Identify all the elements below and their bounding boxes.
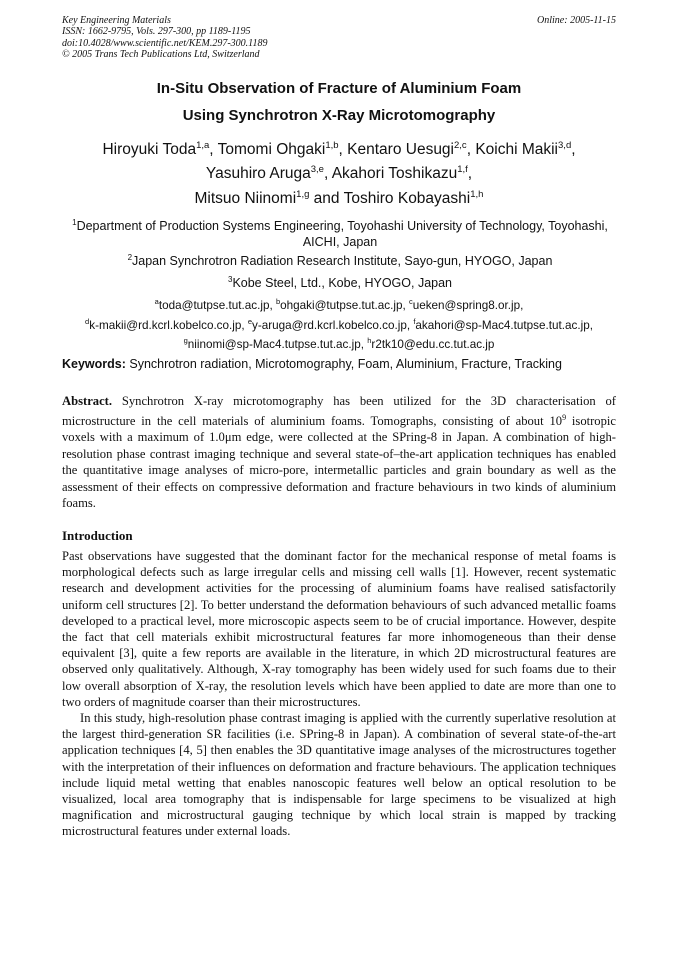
email: r2tk10@edu.cc.tut.ac.jp xyxy=(371,338,495,352)
author-superscript: 3,d xyxy=(558,140,572,151)
paper-title-line-1: In-Situ Observation of Fracture of Aluminium Foam xyxy=(156,80,522,97)
keywords-text: Synchrotron radiation, Microtomography, Foam, Aluminium, Fracture, Tracking xyxy=(125,357,562,371)
introduction-body xyxy=(62,548,616,840)
email: toda@tutpse.tut.ac.jp, xyxy=(158,298,276,312)
online-date: Online: 2005-11-15 xyxy=(537,15,616,26)
email: k-makii@rd.kcrl.kobelco.co.jp, xyxy=(89,318,248,332)
author-name: Toshiro Kobayashi xyxy=(343,190,471,208)
author-name: Hiroyuki Toda xyxy=(102,141,197,159)
author-emails: $^a$toda@tutpse.tut.ac.jp, $^b$ohgaki@tutpse.tut.ac.jp, $^c$ueken@spring8.or.jp, $^d$k-makii@rd.kcrl.kobelco.co.jp, $^e$y-aruga@rd.kcrl.kobelco.co.jp, $^f$akahori@sp-Mac4.tutpse.tut.ac.jp, $^g$niinomi@sp-Mac4.tutpse.tut.ac.jp, $^h$r2tk10@edu.cc.tut.ac.jp xyxy=(85,297,593,352)
author-superscript: 2,c xyxy=(454,140,467,151)
author-name: Yasuhiro Aruga xyxy=(205,165,311,183)
affiliation-superscript: 1 xyxy=(72,218,77,227)
affiliation-1: $^1$Department of Production Systems Engineering, Toyohashi University of Technology, Toyohashi, AICHI, Japan xyxy=(72,218,608,249)
section-heading-introduction: Introduction xyxy=(62,528,133,543)
email: ueken@spring8.or.jp, xyxy=(412,298,524,312)
author-superscript: 1,a xyxy=(196,140,210,151)
author-superscript: 1,h xyxy=(470,189,484,200)
author-superscript: 1,g xyxy=(296,189,310,200)
journal-name: Key Engineering Materials xyxy=(62,15,171,26)
author-line-3: Mitsuo Niinomi$^{1,g}$ and Toshiro Kobayashi$^{1,h}$ xyxy=(194,189,484,208)
issn-line: ISSN: 1662-9795, Vols. 297-300, pp 1189-1195 xyxy=(62,26,251,38)
author-superscript: 1,b xyxy=(325,140,339,151)
author-line-1: Hiroyuki Toda$^{1,a}$, Tomomi Ohgaki$^{1,b}$, Kentaro Uesugi$^{2,c}$, Koichi Makii$^{3,d}$, xyxy=(102,140,576,159)
email: y-aruga@rd.kcrl.kobelco.co.jp, xyxy=(252,318,414,332)
email: niinomi@sp-Mac4.tutpse.tut.ac.jp, xyxy=(187,338,368,352)
email: akahori@sp-Mac4.tutpse.tut.ac.jp, xyxy=(415,318,593,332)
affiliation-superscript: 2 xyxy=(127,253,133,262)
author-superscript: 3,e xyxy=(310,164,324,175)
author-line-2: Yasuhiro Aruga$^{3,e}$, Akahori Toshikazu$^{1,f}$, xyxy=(205,164,473,183)
copyright-line: © 2005 Trans Tech Publications Ltd, Switzerland xyxy=(62,48,260,60)
keywords xyxy=(62,357,618,371)
author-superscript: 1,f xyxy=(457,164,468,175)
paragraph: In this study, high-resolution phase contrast imaging is applied with the currently superlative resolution at the largest third-generation SR facilities (i.e. SPring-8 in Japan). A combination of several state-of-the-art application techniques [4, 5] then enables the 3D quantitative image analyses of the microstructures together with the interpretation of their influences on deformation and fracture behaviours. The application techniques include liquid metal wetting that enables nanoscopic features well below an optical resolution to be visualized, local area tomography that is indispensable for large specimens to be visualized at high magnification and microstructural gauging technique by which local strain is mapped by tracking microstructural features under external loads. xyxy=(62,711,616,839)
paper-title-line-2: Using Synchrotron X-Ray Microtomography xyxy=(182,107,496,124)
doi-line: doi:10.4028/www.scientific.net/KEM.297-300.1189 xyxy=(62,37,268,49)
abstract-label: Abstract. xyxy=(62,394,113,408)
keywords-label: Keywords: xyxy=(62,357,126,371)
affiliation-2: $^2$Japan Synchrotron Radiation Research Institute, Sayo-gun, HYOGO, Japan xyxy=(127,253,553,269)
email: ohgaki@tutpse.tut.ac.jp, xyxy=(280,298,409,312)
author-name: Koichi Makii xyxy=(475,141,559,159)
author-name: Mitsuo Niinomi xyxy=(194,190,297,208)
abstract: Abstract. Synchrotron X-ray microtomography has been utilized for the 3D characterisation of microstructure in the cell materials of aluminium foams. Tomographs, consisting of about $10^9$ isotropic voxels with a maximum of 1.0μm edge, were collected at the SPring-8 in Japan. A combination of high-resolution phase contrast imaging technique and several state-of–the-art application techniques has enabled the quantitative image analyses of micro-pore, intermetallic particles and grain boundary as well as the assessment of their effects on compressive deformation and fracture behaviours in two kinds of aluminium foams. xyxy=(62,394,616,511)
author-name: Akahori Toshikazu xyxy=(331,165,458,183)
affiliation-superscript: 3 xyxy=(227,275,233,284)
author-name: Tomomi Ohgaki xyxy=(217,141,326,159)
affiliation-3: $^3$Kobe Steel, Ltd., Kobe, HYOGO, Japan xyxy=(227,275,453,291)
paragraph: Past observations have suggested that the dominant factor for the mechanical response of metal foams is morphological defects such as large irregular cells and missing cell walls [1]. However, recent systematic research and development activities for the processing of aluminium foams have realised satisfactorily uniform cell structures [2]. To better understand the deformation behaviours of such advanced metallic foams developed to a practical level, more microscopic aspects seem to be of crucial importance. However, despite the fact that cell materials exhibit microstructural features far more inhomogeneous than their dense equivalent [3], quite a few reports are available in the literature, in which 2D microstructural features are observed only qualitatively. Although, X-ray tomography has been widely used for such foams due to their low overall absorption of X-ray, the resolution levels which have been applied to date are more than one to two orders of magnitude coarser than their microstructures. xyxy=(62,549,616,709)
journal-header xyxy=(62,15,616,60)
author-name: Kentaro Uesugi xyxy=(347,141,454,159)
